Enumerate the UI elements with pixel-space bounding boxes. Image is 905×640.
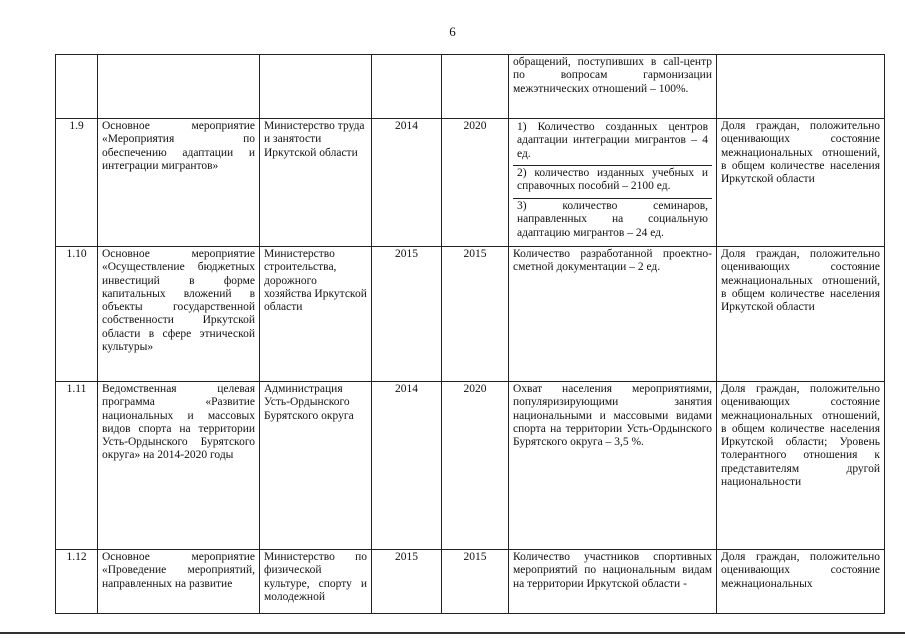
table-row [56, 382, 885, 550]
activity-name: Основное мероприятие «Проведение мероприятий, направленных на развитие [98, 550, 260, 614]
table-row [56, 55, 885, 119]
indicator-item: 1) Количество созданных центров адаптации интеграции мигрантов – 4 ед. [513, 120, 712, 166]
start-year: 2015 [372, 247, 442, 382]
criteria-text: Доля граждан, положительно оценивающих состояние межнациональных отношений, в общем количестве населения Иркутской области [717, 119, 885, 247]
executor: Министерство труда и занятости Иркутской области [260, 119, 372, 247]
row-number: 1.9 [56, 119, 98, 247]
table-row [56, 550, 885, 614]
end-year: 2015 [442, 247, 509, 382]
table-row [56, 247, 885, 382]
indicator-text: Охват населения мероприятиями, популяризирующими занятия национальными и массовыми видами спорта на территории Усть-Ордынского Бурятского округа – 3,5 %. [509, 382, 717, 550]
activity-name: Основное мероприятие «Мероприятия по обеспечению адаптации и интеграции мигрантов» [98, 119, 260, 247]
program-activities-table [55, 54, 885, 614]
row-number: 1.10 [56, 247, 98, 382]
indicator-cell [509, 119, 717, 247]
activity-name: Ведомственная целевая программа «Развитие национальных и массовых видов спорта на территории Усть-Ордынского Бурятского округа» на 2014-2020 годы [98, 382, 260, 550]
activity-name [98, 55, 260, 119]
start-year: 2014 [372, 382, 442, 550]
indicator-item: 2) количество изданных учебных и справочных пособий – 2100 ед. [513, 166, 712, 199]
start-year: 2014 [372, 119, 442, 247]
row-number: 1.12 [56, 550, 98, 614]
criteria-text [717, 55, 885, 119]
row-number: 1.11 [56, 382, 98, 550]
executor: Администрация Усть-Ордынского Бурятского округа [260, 382, 372, 550]
end-year: 2015 [442, 550, 509, 614]
indicator-text: Количество разработанной проектно-сметной документации – 2 ед. [509, 247, 717, 382]
executor: Министерство по физической культуре, спорту и молодежной [260, 550, 372, 614]
indicator-text: обращений, поступивших в call-центр по вопросам гармонизации межэтнических отношений – 100%. [509, 55, 717, 119]
page-edge-divider [0, 632, 905, 634]
table-row [56, 119, 885, 247]
criteria-text: Доля граждан, положительно оценивающих состояние межнациональных отношений, в общем количестве населения Иркутской области; Уровень толерантного отношения к представителям другой национальности [717, 382, 885, 550]
criteria-text: Доля граждан, положительно оценивающих состояние межнациональных [717, 550, 885, 614]
row-number [56, 55, 98, 119]
end-year: 2020 [442, 382, 509, 550]
end-year [442, 55, 509, 119]
indicator-text: Количество участников спортивных мероприятий по национальным видам на территории Иркутской области - [509, 550, 717, 614]
page-number: 6 [449, 24, 456, 39]
start-year [372, 55, 442, 119]
executor [260, 55, 372, 119]
indicator-item: 3) количество семинаров, направленных на социальную адаптацию мигрантов – 24 ед. [517, 200, 708, 239]
end-year: 2020 [442, 119, 509, 247]
criteria-text: Доля граждан, положительно оценивающих состояние межнациональных отношений, в общем количестве населения Иркутской области [717, 247, 885, 382]
executor: Министерство строительства, дорожного хозяйства Иркутской области [260, 247, 372, 382]
start-year: 2015 [372, 550, 442, 614]
activity-name: Основное мероприятие «Осуществление бюджетных инвестиций в форме капитальных вложений в объекты государственной собственности Иркутской области в сфере этнической культуры» [98, 247, 260, 382]
